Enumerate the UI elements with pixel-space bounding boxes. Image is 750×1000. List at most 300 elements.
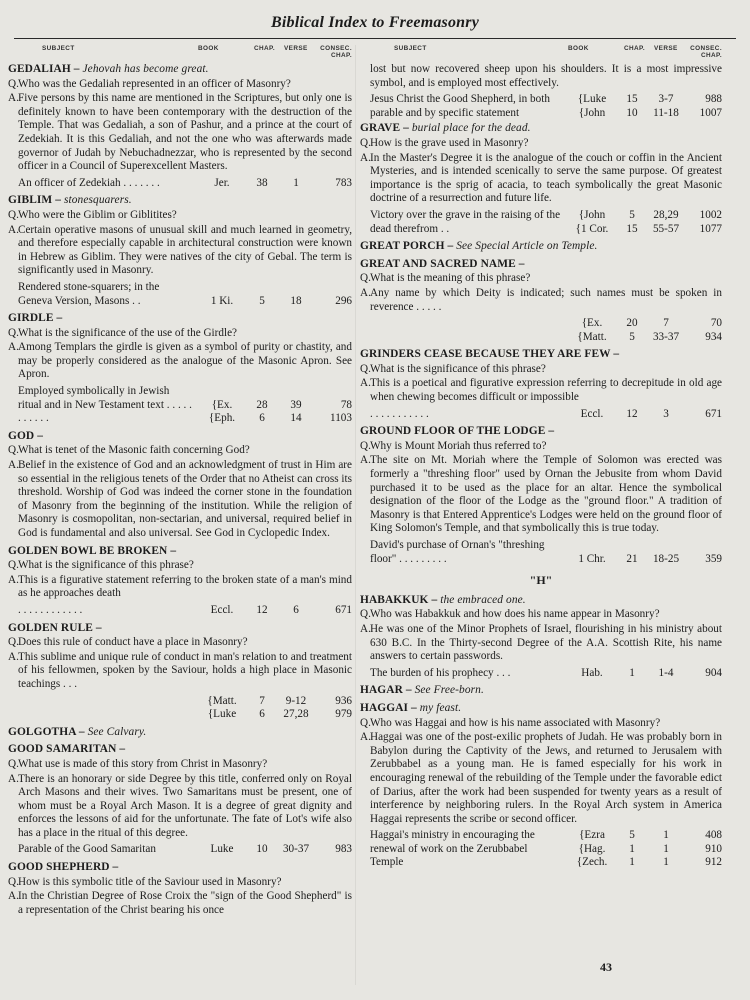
qa-label: Q. bbox=[8, 77, 19, 90]
reference-chap-value: 1 bbox=[629, 856, 635, 869]
qa-label: Q. bbox=[8, 636, 19, 649]
reference-chap-value: 1 bbox=[629, 666, 635, 679]
entry-answer bbox=[8, 651, 352, 692]
index-entry bbox=[360, 702, 722, 870]
reference-chap bbox=[618, 667, 646, 681]
entry-term: GRINDERS CEASE BECAUSE THEY ARE FEW – bbox=[360, 348, 620, 361]
reference-consec-value: 408 bbox=[705, 829, 722, 842]
right-entries bbox=[360, 122, 722, 566]
reference-chap bbox=[248, 177, 276, 191]
entry-heading bbox=[8, 194, 352, 208]
reference-verse bbox=[646, 93, 686, 120]
reference-consec bbox=[316, 604, 352, 618]
qa-label: A. bbox=[360, 286, 371, 299]
index-entry bbox=[360, 258, 722, 345]
entry-answer bbox=[8, 341, 352, 382]
reference-book bbox=[196, 177, 248, 191]
reference-row bbox=[360, 93, 722, 120]
reference-verse-value: 1-4 bbox=[658, 666, 674, 679]
reference-verse bbox=[276, 695, 316, 722]
reference-verse-value: 33-37 bbox=[652, 330, 680, 343]
reference-verse-value: 7 bbox=[663, 317, 669, 330]
header-book: BOOK bbox=[198, 45, 219, 52]
entry-question bbox=[8, 876, 352, 890]
qa-label: A. bbox=[360, 377, 371, 390]
qa-label: Q. bbox=[8, 326, 19, 339]
entry-answer bbox=[8, 890, 352, 917]
reference-verse-value: 1 bbox=[663, 829, 669, 842]
qa-text: Who was Habakkuk and how does his name appear in Masonry? bbox=[370, 608, 660, 621]
reference-verse bbox=[646, 209, 686, 236]
reference-verse-value: 30-37 bbox=[282, 843, 310, 856]
reference-verse-value: 27,28 bbox=[283, 708, 309, 721]
reference-book-value: Luke bbox=[210, 843, 234, 856]
qa-label: A. bbox=[8, 890, 19, 903]
qa-label: A. bbox=[8, 341, 19, 354]
entry-meaning: See Free-born. bbox=[414, 684, 484, 697]
entry-meaning: burial place for the dead. bbox=[411, 122, 531, 135]
entry-answer bbox=[360, 731, 722, 826]
entry-heading bbox=[360, 258, 722, 272]
reference-book-value: Eccl. bbox=[580, 407, 604, 420]
running-title: Biblical Index to Freemasonry bbox=[270, 14, 480, 31]
entry-term: HAGAR – bbox=[360, 684, 412, 697]
reference-chap bbox=[248, 843, 276, 857]
index-entry bbox=[8, 545, 352, 618]
entry-heading bbox=[8, 743, 352, 757]
qa-label: Q. bbox=[8, 757, 19, 770]
reference-book bbox=[196, 295, 248, 309]
header-book: BOOK bbox=[568, 45, 589, 52]
header-verse: VERSE bbox=[654, 45, 678, 52]
reference-book-value: {Ezra bbox=[579, 829, 605, 842]
entry-heading bbox=[360, 702, 722, 716]
entry-term: GREAT AND SACRED NAME – bbox=[360, 257, 525, 270]
reference-verse bbox=[646, 553, 686, 567]
reference-description: . . . . . . . . . . . . bbox=[18, 603, 83, 616]
reference-consec bbox=[686, 209, 722, 236]
entry-answer bbox=[360, 377, 722, 404]
qa-label: A. bbox=[360, 454, 371, 467]
entry-term: GRAVE – bbox=[360, 122, 409, 135]
entry-term: GIBLIM – bbox=[8, 194, 62, 207]
entry-meaning: See Special Article on Temple. bbox=[456, 240, 598, 253]
qa-label: A. bbox=[8, 573, 19, 586]
reference-chap bbox=[248, 295, 276, 309]
reference-chap-value: 10 bbox=[626, 106, 638, 119]
reference-verse-value: 3 bbox=[663, 407, 669, 420]
qa-text: Why is Mount Moriah thus referred to? bbox=[370, 439, 547, 452]
reference-chap-value: 1 bbox=[629, 842, 635, 855]
reference-row bbox=[8, 385, 352, 426]
reference-consec-value: 912 bbox=[705, 856, 722, 869]
qa-label: Q. bbox=[360, 608, 371, 621]
reference-book bbox=[566, 553, 618, 567]
reference-consec-value: 979 bbox=[335, 708, 352, 721]
index-entry bbox=[360, 594, 722, 681]
qa-text: Who were the Giblim or Giblitites? bbox=[18, 208, 177, 221]
qa-text: What is the significance of the use of the Girdle? bbox=[18, 326, 238, 339]
entry-heading bbox=[360, 348, 722, 362]
reference-book-value: {Luke bbox=[577, 93, 607, 106]
reference-consec bbox=[686, 408, 722, 422]
reference-verse bbox=[276, 177, 316, 191]
page-number: 43 bbox=[600, 960, 612, 974]
reference-book bbox=[566, 93, 618, 120]
reference-consec bbox=[686, 553, 722, 567]
reference-description: Victory over the grave in the raising of the dead therefrom . . bbox=[370, 208, 561, 235]
reference-row bbox=[360, 317, 722, 344]
reference-row bbox=[360, 209, 722, 236]
qa-text: Haggai was one of the post-exilic prophets of Judah. He was probably born in Babylon during the Captivity of the Jews, and returned to Jerusalem with Zerubbabel as a young man. He is famed especially for his work in encouraging renewal of the rebuilding of the Temple under the favorable edict of Darius, after the work had been suspended for twenty years as a result of interference by neighboring rulers. In the Royal Arch system in America Haggai represents the scribe or second officer. bbox=[370, 731, 722, 825]
reference-chap-value: 12 bbox=[626, 407, 638, 420]
entry-term: GOLGOTHA – bbox=[8, 725, 85, 738]
entry-term: GOLDEN RULE – bbox=[8, 621, 102, 634]
reference-row bbox=[8, 843, 352, 857]
reference-consec-value: 1007 bbox=[699, 106, 722, 119]
reference-verse-value: 1 bbox=[663, 856, 669, 869]
entry-term: GIRDLE – bbox=[8, 312, 63, 325]
reference-chap-value: 10 bbox=[256, 843, 268, 856]
entry-heading bbox=[8, 63, 352, 77]
entry-meaning: stonesquarers. bbox=[63, 194, 132, 207]
reference-book-value: {John bbox=[578, 106, 606, 119]
reference-chap-value: 7 bbox=[259, 694, 265, 707]
reference-chap-value: 28 bbox=[256, 398, 268, 411]
reference-consec-value: 78 bbox=[340, 398, 352, 411]
reference-book-value: {Luke bbox=[207, 708, 237, 721]
reference-verse-value: 9-12 bbox=[285, 694, 307, 707]
qa-text: He was one of the Minor Prophets of Israel, flourishing in his ministry about 630 B.C. In the Thirty-second Degree of the A.A. Scottish Rite, his name answers to certain passwords. bbox=[370, 622, 722, 663]
header-chap: CHAP. bbox=[624, 45, 646, 52]
entry-answer bbox=[360, 287, 722, 314]
reference-consec bbox=[316, 843, 352, 857]
entry-question bbox=[360, 272, 722, 286]
reference-description: . . . . . . . . . . . bbox=[370, 407, 429, 420]
entry-heading bbox=[8, 312, 352, 326]
index-entry bbox=[360, 122, 722, 236]
reference-book-value: {Matt. bbox=[207, 694, 237, 707]
reference-description: David's purchase of Ornan's "threshing floor" . . . . . . . . . bbox=[370, 539, 545, 565]
column-header-right bbox=[360, 45, 722, 59]
entry-question bbox=[8, 636, 352, 650]
qa-text: There is an honorary or side Degree by this title, conferred only on Royal Arch Masons and their wives. Two Samaritans must be present, one of whom must be a Royal Arch Mason. It is a degree of great dignity and enforces the lessons of aid for the unfortunate. The fate of Lot's wife also has a place in the ritual of this degree. bbox=[18, 772, 352, 839]
qa-label: A. bbox=[360, 731, 371, 744]
qa-label: Q. bbox=[8, 875, 19, 888]
index-entry bbox=[8, 861, 352, 917]
reference-verse-value: 6 bbox=[293, 603, 299, 616]
reference-verse bbox=[646, 829, 686, 870]
header-chap: CHAP. bbox=[254, 45, 276, 52]
reference-description: An officer of Zedekiah . . . . . . . bbox=[18, 176, 160, 189]
reference-description: Parable of the Good Samaritan bbox=[18, 843, 156, 856]
entry-answer bbox=[8, 773, 352, 841]
qa-text: Any name by which Deity is indicated; such names must be spoken in reverence . . . . . bbox=[370, 286, 722, 313]
reference-verse-value: 3-7 bbox=[658, 93, 674, 106]
reference-consec-value: 783 bbox=[335, 176, 352, 189]
reference-book-value: {Zech. bbox=[576, 856, 608, 869]
reference-consec-value: 296 bbox=[335, 294, 352, 307]
reference-verse bbox=[276, 295, 316, 309]
qa-text: This sublime and unique rule of conduct in man's relation to and treatment of his fellowmen, spoken by the Saviour, holds a high place in Masonic teachings . . . bbox=[18, 650, 352, 690]
right-column bbox=[360, 45, 722, 874]
reference-row bbox=[8, 695, 352, 722]
entry-question bbox=[8, 327, 352, 341]
reference-book bbox=[196, 604, 248, 618]
reference-verse-value: 11-18 bbox=[653, 106, 679, 119]
reference-consec-value: 988 bbox=[705, 93, 722, 106]
reference-chap-value: 12 bbox=[256, 603, 268, 616]
reference-row bbox=[360, 667, 722, 681]
reference-book bbox=[196, 695, 248, 722]
continuation-reference bbox=[360, 93, 722, 120]
index-entry bbox=[360, 240, 722, 254]
reference-verse bbox=[646, 667, 686, 681]
index-entry bbox=[360, 348, 722, 421]
column-header-left bbox=[8, 45, 352, 59]
reference-description: Jesus Christ the Good Shepherd, in both parable and by specific statement bbox=[370, 93, 550, 119]
qa-label: Q. bbox=[8, 559, 19, 572]
entry-heading bbox=[360, 594, 722, 608]
entry-answer bbox=[360, 454, 722, 536]
entry-meaning: the embraced one. bbox=[440, 593, 526, 606]
reference-consec-value: 1002 bbox=[699, 208, 722, 221]
reference-chap-value: 21 bbox=[626, 552, 638, 565]
qa-label: Q. bbox=[8, 444, 19, 457]
index-entry bbox=[8, 743, 352, 857]
right-entries-h bbox=[360, 594, 722, 870]
reference-description: Rendered stone-squarers; in the Geneva Version, Masons . . bbox=[18, 280, 160, 307]
reference-consec bbox=[686, 317, 722, 344]
reference-row bbox=[360, 408, 722, 422]
entry-heading bbox=[360, 684, 722, 698]
qa-text: What is the significance of this phrase? bbox=[18, 559, 194, 572]
qa-label: Q. bbox=[8, 208, 19, 221]
reference-verse-value: 18-25 bbox=[652, 552, 680, 565]
reference-consec-value: 70 bbox=[710, 317, 722, 330]
reference-consec-value: 359 bbox=[705, 552, 722, 565]
reference-verse bbox=[276, 399, 316, 426]
qa-label: A. bbox=[360, 622, 371, 635]
qa-text: Who was the Gedaliah represented in an officer of Masonry? bbox=[18, 77, 291, 90]
entry-heading bbox=[360, 425, 722, 439]
reference-consec bbox=[686, 829, 722, 870]
qa-label: Q. bbox=[360, 439, 371, 452]
entry-answer bbox=[360, 623, 722, 664]
entry-heading bbox=[8, 545, 352, 559]
reference-consec bbox=[686, 93, 722, 120]
entry-meaning: See Calvary. bbox=[87, 725, 147, 738]
reference-verse-value: 1 bbox=[663, 842, 669, 855]
reference-chap-value: 20 bbox=[626, 317, 638, 330]
reference-book bbox=[566, 408, 618, 422]
reference-book-value: {Hag. bbox=[578, 842, 606, 855]
reference-book-value: Jer. bbox=[214, 176, 230, 189]
reference-book-value: {Matt. bbox=[577, 330, 607, 343]
section-letter: "H" bbox=[529, 573, 553, 588]
reference-chap-value: 5 bbox=[629, 330, 635, 343]
header-subject: SUBJECT bbox=[42, 45, 75, 52]
reference-book bbox=[566, 667, 618, 681]
reference-chap bbox=[618, 209, 646, 236]
qa-text: How is the grave used in Masonry? bbox=[370, 136, 529, 149]
header-consec: CONSEC. CHAP. bbox=[320, 45, 352, 59]
qa-text: The site on Mt. Moriah where the Temple of Solomon was erected was formerly a "threshing floor" used by Ornan the Jebusite from whom David purchased it to be used as the place for an altar. Hence the symbolical designation of the floor of the Lodge as the "ground floor." A tradition of Masonry is that Entered Apprentice's Lodges were held on the ground floor of King Solomon's Temple, and that symbolically this is true today. bbox=[370, 454, 722, 535]
entry-answer bbox=[8, 459, 352, 541]
reference-row bbox=[8, 604, 352, 618]
entry-term: GOOD SHEPHERD – bbox=[8, 861, 119, 874]
qa-label: Q. bbox=[360, 362, 371, 375]
entry-heading bbox=[360, 122, 722, 136]
reference-book-value: {Ex. bbox=[211, 398, 233, 411]
entry-question bbox=[360, 608, 722, 622]
reference-verse bbox=[646, 408, 686, 422]
reference-chap-value: 6 bbox=[259, 708, 265, 721]
index-entry bbox=[8, 63, 352, 190]
qa-label: A. bbox=[8, 92, 19, 105]
entry-heading bbox=[360, 240, 722, 254]
entry-heading bbox=[8, 430, 352, 444]
reference-book-value: Hab. bbox=[581, 666, 603, 679]
header-consec: CONSEC. CHAP. bbox=[690, 45, 722, 59]
reference-book bbox=[566, 209, 618, 236]
entry-heading bbox=[8, 726, 352, 740]
qa-text: Who was Haggai and how is his name associated with Masonry? bbox=[370, 716, 661, 729]
reference-book bbox=[196, 843, 248, 857]
qa-label: A. bbox=[8, 223, 19, 236]
qa-text: How is this symbolic title of the Saviour used in Masonry? bbox=[18, 875, 282, 888]
reference-chap bbox=[618, 829, 646, 870]
entry-question bbox=[8, 444, 352, 458]
entry-question bbox=[8, 758, 352, 772]
entry-answer bbox=[8, 574, 352, 601]
reference-consec-value: 910 bbox=[705, 842, 722, 855]
header-rule bbox=[14, 38, 736, 39]
reference-book-value: Eccl. bbox=[210, 603, 234, 616]
reference-verse-value: 1 bbox=[293, 176, 299, 189]
reference-consec-value: 934 bbox=[705, 330, 722, 343]
qa-label: A. bbox=[360, 151, 371, 164]
entry-term: GROUND FLOOR OF THE LODGE – bbox=[360, 425, 555, 438]
entry-question bbox=[360, 363, 722, 377]
left-entries bbox=[8, 63, 352, 917]
entry-question bbox=[8, 209, 352, 223]
qa-label: A. bbox=[8, 650, 19, 663]
reference-row bbox=[8, 177, 352, 191]
reference-consec-value: 671 bbox=[705, 407, 722, 420]
reference-verse bbox=[646, 317, 686, 344]
entry-question bbox=[360, 440, 722, 454]
qa-text: Among Templars the girdle is given as a symbol of purity or chastity, and may be properly considered as the analogue of the Masonic Apron. See Apron. bbox=[18, 341, 352, 381]
entry-meaning: my feast. bbox=[419, 701, 462, 714]
index-entry bbox=[8, 622, 352, 722]
reference-book-value: {Eph. bbox=[208, 412, 236, 425]
reference-book bbox=[566, 829, 618, 870]
entry-term: GREAT PORCH – bbox=[360, 240, 454, 253]
reference-chap-value: 5 bbox=[259, 294, 265, 307]
qa-label: Q. bbox=[360, 136, 371, 149]
reference-verse-value: 18 bbox=[290, 294, 302, 307]
reference-verse-value: 55-57 bbox=[652, 222, 680, 235]
reference-description: The burden of his prophecy . . . bbox=[370, 666, 511, 679]
header-subject: SUBJECT bbox=[394, 45, 427, 52]
reference-consec-value: 904 bbox=[705, 666, 722, 679]
reference-chap bbox=[618, 93, 646, 120]
reference-chap bbox=[248, 695, 276, 722]
qa-text: Belief in the existence of God and an acknowledgment of trust in Him are so essential in the religious tenets of the Order that no Atheist can cross its threshold. Worship of God was indeed the corner stone in the foundation of Masonry from the beginning of the institution. While the religion of Masonry is cosmopolitan, non-sectarian, and universal, required belief in God is fundamental and also universal. See God in Cyclopedic Index. bbox=[18, 459, 352, 539]
qa-text: What is the meaning of this phrase? bbox=[370, 272, 531, 285]
reference-verse-value: 28,29 bbox=[653, 208, 679, 221]
reference-chap-value: 6 bbox=[259, 412, 265, 425]
entry-heading bbox=[8, 622, 352, 636]
reference-consec-value: 983 bbox=[335, 843, 352, 856]
qa-label: Q. bbox=[360, 272, 371, 285]
entry-question bbox=[360, 717, 722, 731]
reference-chap-value: 15 bbox=[626, 222, 638, 235]
qa-text: Certain operative masons of unusual skill and much learned in geometry, and therefore especially capable in architectural construction were known in Hebrew as Giblim. They were natives of the city of Gebal. The term is significantly used in Masonry. bbox=[18, 223, 352, 277]
qa-text: What is tenet of the Masonic faith concerning God? bbox=[18, 444, 250, 457]
reference-description: Employed symbolically in Jewish ritual and in New Testament text . . . . . . . . . . . bbox=[18, 385, 192, 425]
reference-chap bbox=[618, 317, 646, 344]
qa-label: A. bbox=[8, 459, 19, 472]
index-entry bbox=[8, 430, 352, 541]
qa-label: A. bbox=[8, 772, 19, 785]
entry-term: GEDALIAH – bbox=[8, 63, 80, 75]
left-column bbox=[8, 45, 352, 921]
reference-consec-value: 1077 bbox=[699, 222, 722, 235]
qa-text: What is the significance of this phrase? bbox=[370, 362, 546, 375]
reference-chap-value: 5 bbox=[629, 208, 635, 221]
index-entry bbox=[8, 194, 352, 308]
reference-book-value: 1 Ki. bbox=[210, 294, 234, 307]
reference-book bbox=[566, 317, 618, 344]
entry-answer bbox=[8, 92, 352, 174]
qa-text: This is a figurative statement referring to the broken state of a man's mind as he approaches death bbox=[18, 573, 352, 600]
reference-book-value: {Ex. bbox=[581, 317, 603, 330]
reference-chap bbox=[618, 553, 646, 567]
reference-verse bbox=[276, 604, 316, 618]
index-entry bbox=[360, 684, 722, 698]
reference-verse bbox=[276, 843, 316, 857]
entry-answer bbox=[8, 224, 352, 278]
reference-book-value: {John bbox=[578, 208, 606, 221]
entry-term: GOOD SAMARITAN – bbox=[8, 743, 126, 756]
index-entry bbox=[8, 312, 352, 426]
reference-row bbox=[360, 539, 722, 566]
reference-consec bbox=[316, 399, 352, 426]
index-entry bbox=[360, 425, 722, 566]
entry-term: HABAKKUK – bbox=[360, 593, 438, 606]
reference-consec bbox=[316, 295, 352, 309]
entry-question bbox=[360, 137, 722, 151]
reference-chap-value: 5 bbox=[629, 829, 635, 842]
continuation-text: lost but now recovered sheep upon his shoulders. It is a most impressive symbol, and is employed most effectively. bbox=[370, 63, 722, 89]
entry-term: HAGGAI – bbox=[360, 701, 417, 714]
entry-meaning: Jehovah has become great. bbox=[82, 63, 209, 75]
qa-label: Q. bbox=[360, 716, 371, 729]
qa-text: In the Master's Degree it is the analogue of the couch or coffin in the Ancient Mysteries, and is intended scenically to serve the same purpose. Of greatest importance is the sprig of acacia, to teach symbolically the great Masonic doctrine of a resurrection and future life. bbox=[370, 151, 722, 205]
qa-text: This is a poetical and figurative expression referring to decrepitude in old age when chewing becomes difficult or impossible bbox=[370, 377, 722, 404]
entry-term: GOD – bbox=[8, 429, 43, 442]
column-gutter bbox=[355, 45, 356, 985]
reference-verse-value: 14 bbox=[290, 412, 302, 425]
reference-consec-value: 671 bbox=[335, 603, 352, 616]
qa-text: Does this rule of conduct have a place in Masonry? bbox=[18, 636, 248, 649]
reference-consec-value: 936 bbox=[335, 694, 352, 707]
reference-description: Haggai's ministry in encouraging the renewal of work on the Zerubbabel Temple bbox=[370, 829, 535, 869]
reference-row bbox=[8, 281, 352, 308]
entry-answer bbox=[360, 152, 722, 206]
